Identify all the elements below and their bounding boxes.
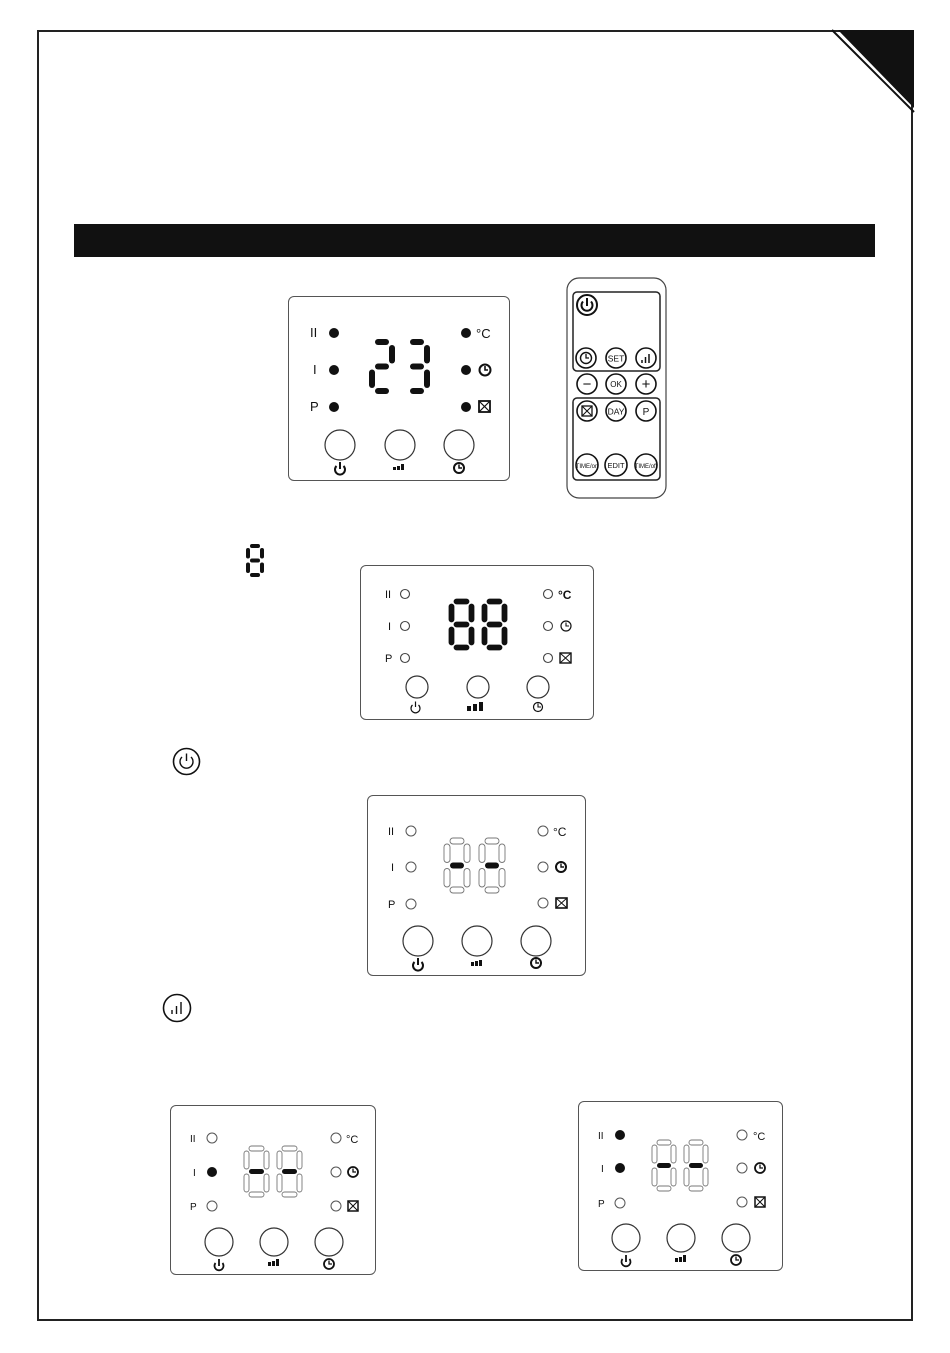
segment-b [464,844,470,863]
led-mode-p [615,1198,625,1208]
digit-display-4-value: -- [171,1106,172,1107]
segment-digit [684,1140,708,1191]
segment-digit [652,1140,676,1191]
led-window [544,654,553,663]
segment-c [671,1168,676,1186]
timer-icon [480,365,491,376]
timer-icon-small [324,1259,334,1269]
segment-digit [244,1146,269,1197]
timer-button[interactable] [527,676,549,698]
power-level-button[interactable] [385,430,415,460]
segment-digit [246,544,264,577]
segment-c [464,869,470,888]
power-level-icon [268,1259,279,1266]
segment-b [260,548,264,559]
window-icon [560,653,571,663]
segment-c [499,869,505,888]
control-panel-1 [288,296,510,481]
power-button[interactable] [403,926,433,956]
digit-display-1 [369,339,430,394]
label-mode-p: P [598,1199,605,1210]
segment-a [250,544,260,548]
power-level-icon [675,1255,686,1262]
segment-b [671,1145,676,1163]
segment-c [260,563,264,574]
segment-a [487,599,502,604]
power-level-button[interactable] [667,1224,695,1252]
remote-program-label: P [642,407,650,418]
led-timer [538,862,548,872]
led-mode-ii [401,590,410,599]
timer-icon [755,1163,765,1173]
label-mode-i: I [388,621,392,633]
digit-display-3 [444,838,505,893]
remote-window-button[interactable] [577,401,597,421]
segment-e [684,1168,689,1186]
segment-g [454,622,469,627]
segment-a [282,1146,297,1151]
remote-plus-label: + [641,376,651,393]
segment-b [703,1145,708,1163]
timer-icon [348,1167,358,1177]
led-mode-i [406,862,416,872]
control-panel-4 [170,1105,376,1275]
segment-a [454,599,469,604]
remote-time-on-label: TIME/on [575,464,599,470]
led-celsius [331,1133,341,1143]
celsius-label: °C [753,1131,766,1143]
segment-f [652,1145,657,1163]
led-mode-ii [207,1133,217,1143]
celsius-label: °C [346,1134,359,1146]
digit-display-3-value: -- [368,796,369,797]
segment-digit [479,838,505,893]
timer-icon-small [534,703,543,712]
power-level-button[interactable] [462,926,492,956]
segment-d [450,887,464,893]
label-mode-i: I [313,362,317,377]
led-mode-ii [615,1130,625,1140]
timer-button[interactable] [722,1224,750,1252]
segment-f [246,548,250,559]
digit-display-2 [449,599,507,650]
segment-g [250,559,260,563]
label-mode-ii: II [385,589,392,601]
segment-digit [482,599,507,650]
segment-a [450,838,464,844]
power-icon [622,1255,631,1266]
section-header-bar [74,224,875,257]
led-timer [461,365,471,375]
segment-a [249,1146,264,1151]
remote-edit-label: EDIT [607,461,625,470]
power-icon [335,462,345,475]
segment-e [479,869,485,888]
label-mode-p: P [310,399,319,414]
power-button[interactable] [325,430,355,460]
segment-g [282,1169,297,1174]
segment-e [652,1168,657,1186]
segment-g [657,1163,671,1168]
remote-day-label: DAY [607,406,625,417]
led-mode-i [207,1167,217,1177]
segment-g [450,863,464,869]
window-icon [348,1201,358,1211]
power-button[interactable] [406,676,428,698]
remote-control [566,277,667,499]
led-window [331,1201,341,1211]
celsius-label: °C [553,825,567,839]
segment-d [657,1186,671,1191]
power-button-icon [172,747,201,776]
celsius-label: °C [558,588,572,602]
control-panel-2 [360,565,594,720]
power-level-button[interactable] [260,1228,288,1256]
segment-b [499,844,505,863]
power-button[interactable] [205,1228,233,1256]
digit-display-2-value: 88 [361,566,363,567]
segment-f [277,1151,282,1169]
timer-button[interactable] [444,430,474,460]
label-mode-p: P [190,1202,197,1213]
remote-ok-label: OK [610,380,622,389]
power-icon [411,702,420,713]
segment-g [375,364,389,370]
power-level-icon [393,464,404,470]
segment-f [444,844,450,863]
led-mode-i [329,365,339,375]
remote-set-label: SET [607,353,625,364]
segment-d [375,388,389,394]
segment-digit [369,339,395,394]
segment-e [482,627,487,645]
segment-g [249,1169,264,1174]
led-window [538,898,548,908]
segment-a [657,1140,671,1145]
segment-digit [277,1146,302,1197]
power-icon [215,1259,224,1270]
power-level-button[interactable] [467,676,489,698]
segment-a [485,838,499,844]
segment-e [449,627,454,645]
led-mode-p [406,899,416,909]
segment-e [369,370,375,389]
power-icon [413,958,423,971]
label-mode-i: I [391,862,395,874]
led-celsius [461,328,471,338]
led-mode-p [207,1201,217,1211]
label-mode-ii: II [388,826,395,838]
segment-a [375,339,389,345]
timer-button[interactable] [315,1228,343,1256]
segment-c [502,627,507,645]
window-icon [479,401,490,412]
digit-display-4 [244,1146,302,1197]
segment-g [487,622,502,627]
led-window [737,1197,747,1207]
segment-digit [410,339,430,394]
segment-d [282,1192,297,1197]
label-mode-p: P [388,899,396,911]
digit-display-5-value: -- [579,1102,580,1103]
segment-e [244,1174,249,1192]
segment-d [454,645,469,650]
segment-d [485,887,499,893]
timer-icon [556,862,566,872]
led-mode-ii [329,328,339,338]
segment-d [410,388,424,394]
led-mode-p [401,654,410,663]
remote-power-button[interactable] [577,295,597,315]
led-celsius [538,826,548,836]
timer-icon-small [531,958,541,968]
segment-b [469,604,474,622]
remote-timer-button[interactable] [576,348,596,368]
segment-c [703,1168,708,1186]
label-mode-ii: II [310,325,318,340]
segment-a [689,1140,703,1145]
power-level-icon [471,960,482,966]
control-panel-3 [367,795,586,976]
remote-power-level-button[interactable] [636,348,656,368]
label-mode-ii: II [190,1134,196,1145]
segment-b [389,345,395,364]
segment-b [264,1151,269,1169]
segment-g [485,863,499,869]
segment-f [449,604,454,622]
segment-digit-icon [244,542,268,580]
power-level-icon [467,702,483,711]
segment-g [410,364,424,370]
segment-c [469,627,474,645]
timer-icon-small [731,1255,741,1265]
led-celsius [737,1130,747,1140]
led-mode-i [615,1163,625,1173]
remote-minus-label: − [582,376,592,393]
segment-d [487,645,502,650]
segment-e [444,869,450,888]
power-level-button-icon [162,993,192,1023]
window-icon [755,1197,765,1207]
remote-time-off-label: TIME/off [634,464,658,470]
segment-b [297,1151,302,1169]
led-mode-p [329,402,339,412]
led-timer [544,622,553,631]
power-button[interactable] [612,1224,640,1252]
label-mode-ii: II [598,1131,604,1142]
led-timer [331,1167,341,1177]
segment-e [246,563,250,574]
led-mode-ii [406,826,416,836]
segment-c [297,1174,302,1192]
segment-f [684,1145,689,1163]
segment-c [264,1174,269,1192]
segment-d [250,573,260,577]
segment-a [410,339,424,345]
label-mode-i: I [193,1168,196,1179]
segment-d [249,1192,264,1197]
led-mode-i [401,622,410,631]
label-mode-i: I [601,1164,604,1175]
led-celsius [544,590,553,599]
segment-d [689,1186,703,1191]
digit-display-1-value: 23 [289,297,291,298]
segment-b [424,345,430,364]
segment-f [482,604,487,622]
led-timer [737,1163,747,1173]
timer-button[interactable] [521,926,551,956]
control-panel-5 [578,1101,783,1271]
segment-e [277,1174,282,1192]
digit-display-5 [652,1140,708,1191]
segment-digit [444,838,470,893]
segment-f [244,1151,249,1169]
window-icon [556,898,567,908]
led-window [461,402,471,412]
segment-g [689,1163,703,1168]
timer-icon-small [454,463,464,473]
folded-corner [830,28,916,114]
timer-icon [561,621,571,631]
segment-c [424,370,430,389]
segment-f [479,844,485,863]
segment-b [502,604,507,622]
label-mode-p: P [385,653,393,665]
celsius-label: °C [476,326,491,341]
segment-digit [449,599,474,650]
